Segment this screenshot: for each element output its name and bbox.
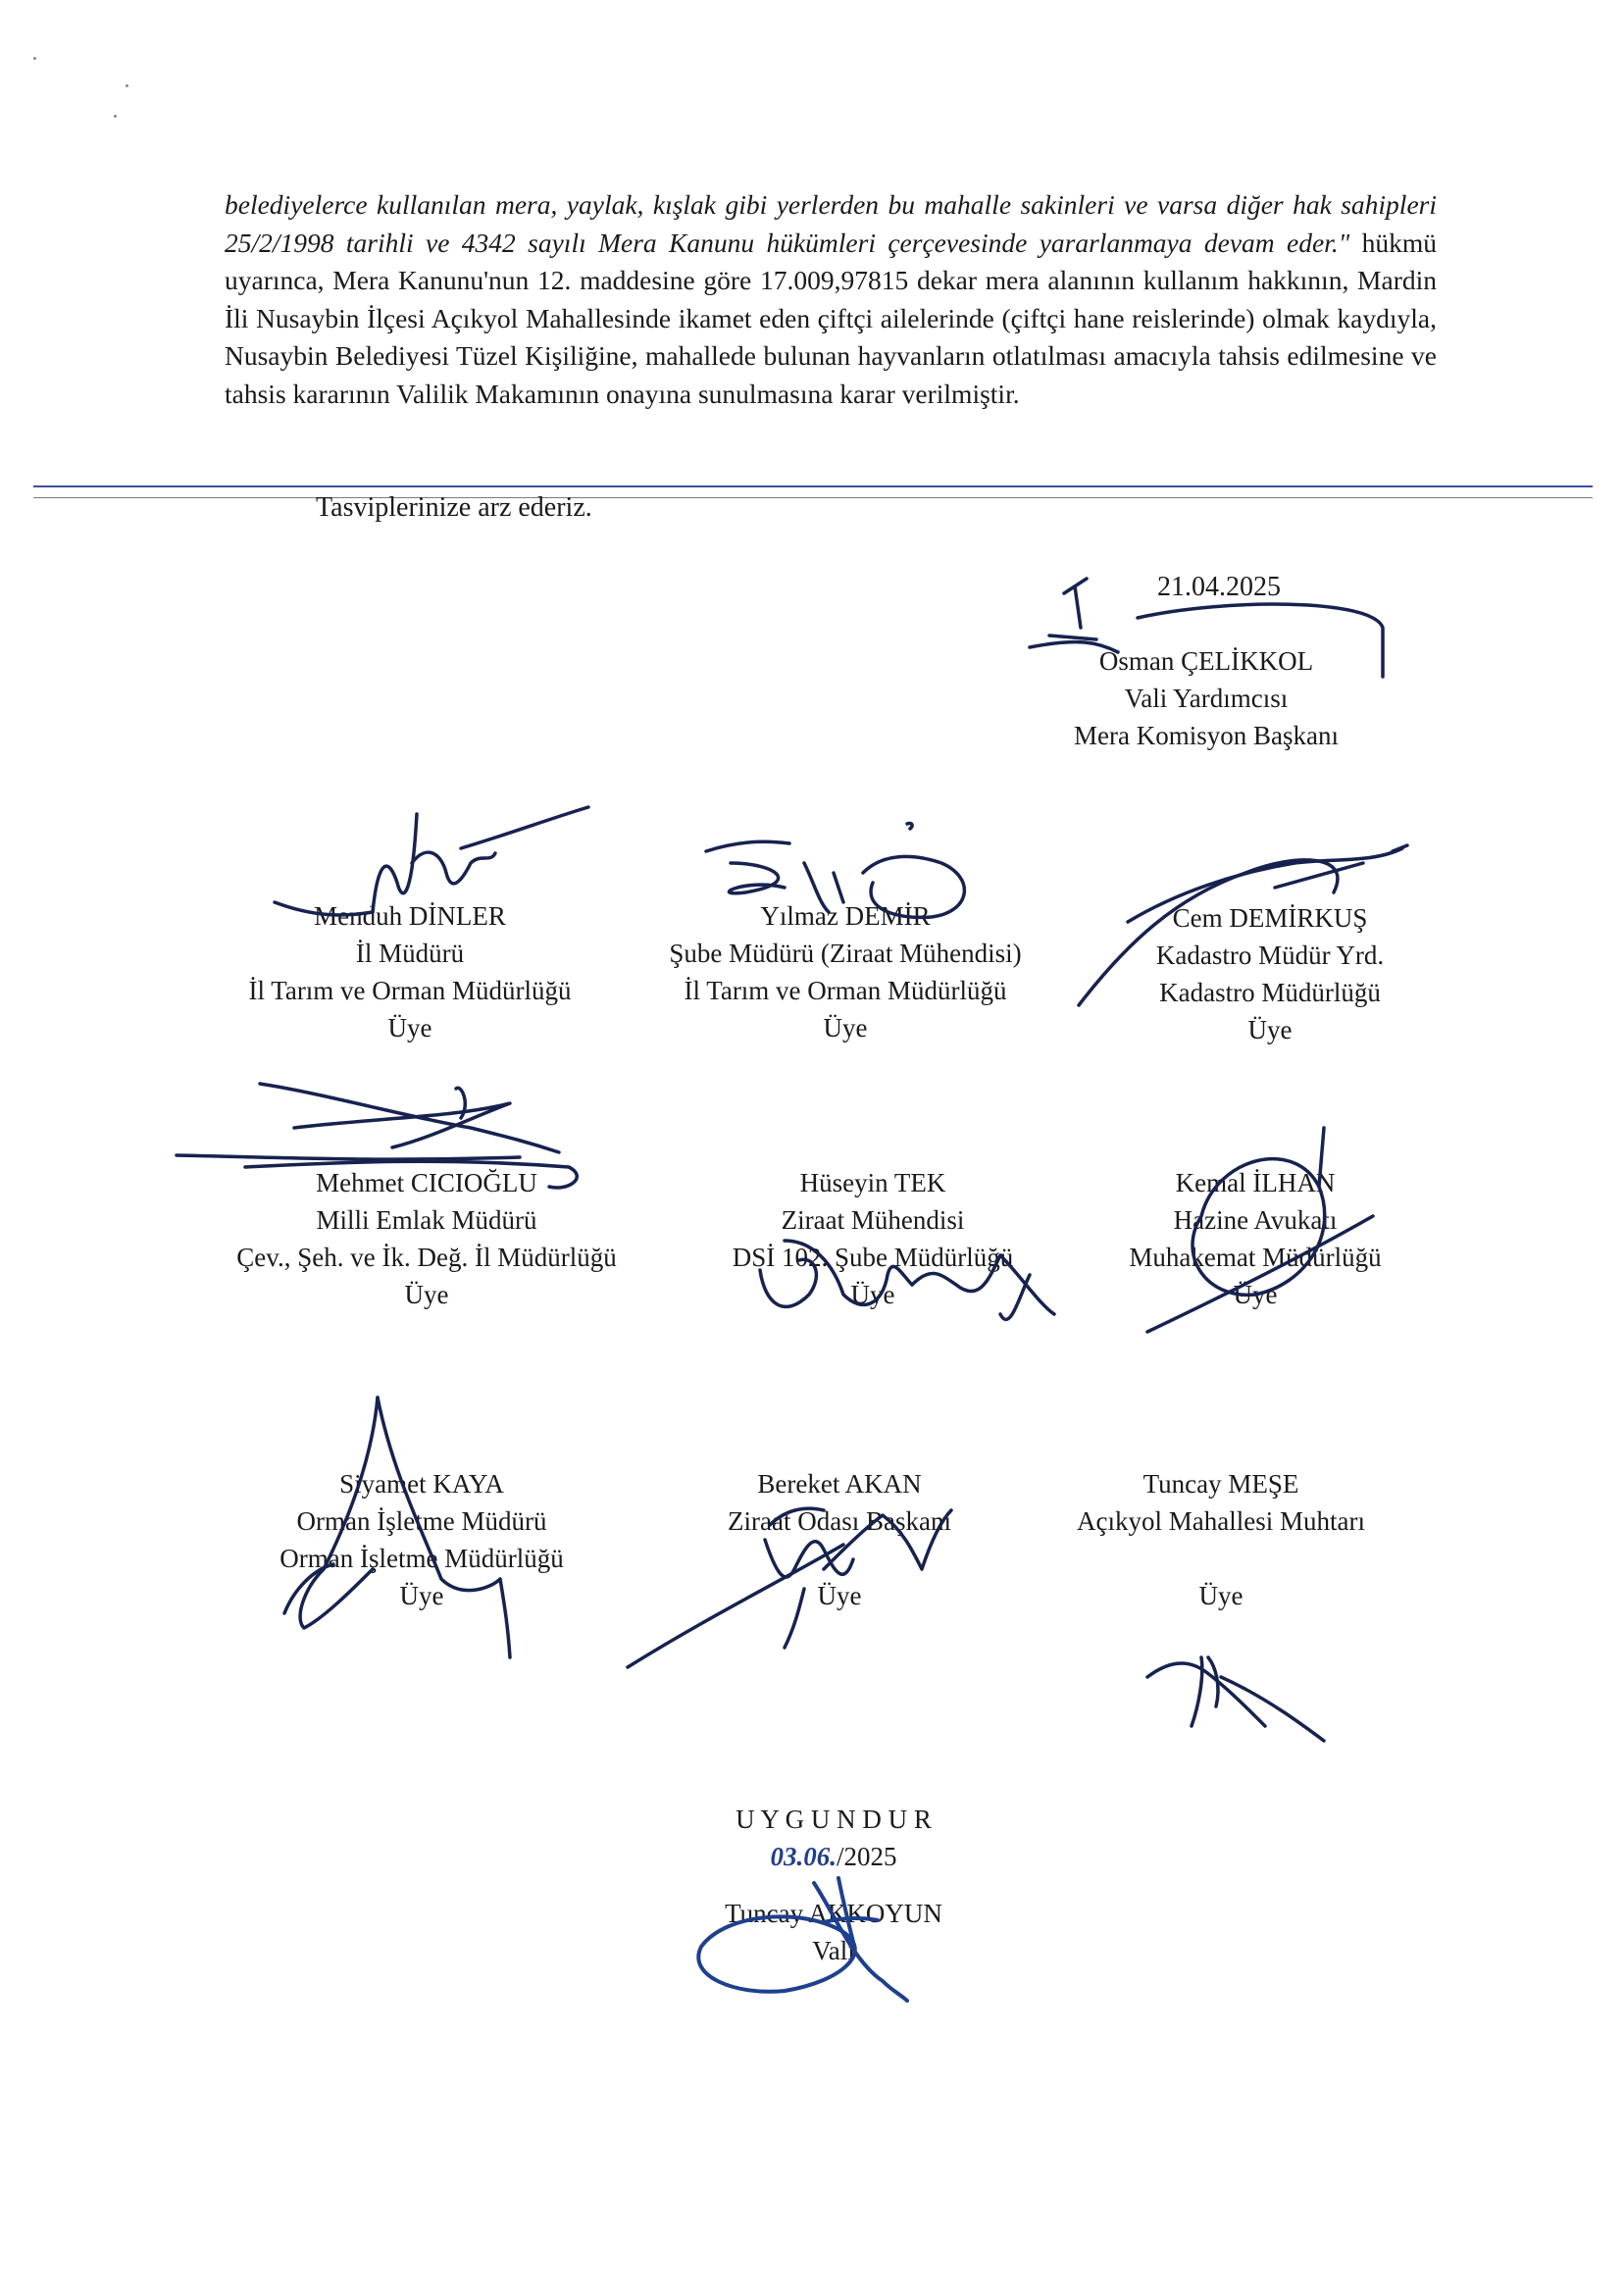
member-org: Muhakemat Müdürlüğü: [1129, 1243, 1382, 1272]
chair-date: 21.04.2025: [1157, 572, 1281, 602]
chair-title: Vali Yardımcısı: [1124, 684, 1289, 713]
member-role: Üye: [1198, 1581, 1243, 1610]
member-signature-block: [1030, 1465, 1412, 1614]
approval-name: Tuncay AKKOYUN: [725, 1899, 942, 1928]
chair-name: Osman ÇELİKKOL: [1098, 646, 1314, 676]
approval-date: [637, 1838, 1030, 1875]
member-org: Orman İşletme Müdürlüğü: [279, 1544, 564, 1573]
member-signature-block: [226, 1465, 618, 1614]
member-title: Ziraat Odası Başkanı: [728, 1506, 951, 1536]
member-role: Üye: [404, 1280, 449, 1309]
approval-title: Vali: [812, 1936, 855, 1965]
member-title: Milli Emlak Müdürü: [316, 1205, 537, 1235]
decision-text: hükmü uyarınca, Mera Kanunu'nun 12. maddesine göre 17.009,97815 dekar mera alanının kullanım hakkının, Mardin İli Nusaybin İlçesi Açıkyol Mahallesinde ikamet eden çiftçi ailelerinde (çiftçi hane reislerinde) olmak kaydıyla, Nusaybin Belediyesi Tüzel Kişiliğine, mahallede bulunan hayvanların otlatılması amacıyla tahsis edilmesine ve tahsis kararının Valilik Makamının onayına sunulmasına karar verilmiştir.: [225, 227, 1438, 409]
member-title: Açıkyol Mahallesi Muhtarı: [1077, 1506, 1365, 1536]
member-org: Kadastro Müdürlüğü: [1159, 978, 1381, 1007]
decision-paragraph: [225, 186, 1437, 413]
member-title: Kadastro Müdür Yrd.: [1155, 941, 1385, 970]
member-role: Üye: [823, 1013, 868, 1043]
member-role: Üye: [817, 1581, 862, 1610]
closing-line: Tasviplerinize arz ederiz.: [316, 492, 592, 523]
member-signature-block: [1089, 1164, 1422, 1313]
member-title: Ziraat Mühendisi: [781, 1205, 965, 1235]
member-org: İl Tarım ve Orman Müdürlüğü: [248, 976, 572, 1005]
member-signature-block: [639, 897, 1051, 1046]
member-org: Çev., Şeh. ve İk. Değ. İl Müdürlüğü: [236, 1243, 617, 1272]
member-name: Hüseyin TEK: [799, 1168, 946, 1197]
scan-speck: [33, 57, 36, 60]
member-name: Kemal İLHAN: [1175, 1168, 1336, 1197]
quoted-clause: belediyelerce kullanılan mera, yaylak, kışlak gibi yerlerden bu mahalle sakinleri ve varsa diğer hak sahipleri 25/2/1998 tarihli ve 4342 sayılı Mera Kanunu hükümleri çerçevesinde yararlanmaya devam eder.": [225, 189, 1437, 258]
member-name: Siyamet KAYA: [339, 1469, 504, 1499]
divider-line: [33, 497, 1593, 498]
member-signature-block: [663, 1465, 1016, 1614]
approval-date-handwritten: 03.06.: [770, 1842, 837, 1871]
member-name: Tuncay MEŞE: [1142, 1469, 1299, 1499]
member-name: Bereket AKAN: [757, 1469, 922, 1499]
member-org: İl Tarım ve Orman Müdürlüğü: [684, 976, 1007, 1005]
member-role: Üye: [399, 1581, 444, 1610]
scan-speck: [126, 84, 128, 87]
member-org: DSİ 102. Şube Müdürlüğü: [732, 1243, 1014, 1272]
member-role: Üye: [1233, 1280, 1278, 1309]
member-signature-block: [1089, 899, 1451, 1048]
member-title: Şube Müdürü (Ziraat Mühendisi): [669, 939, 1022, 968]
member-signature-block: [214, 897, 606, 1046]
approval-heading: U Y G U N D U R: [736, 1805, 932, 1834]
member-role: Üye: [1247, 1015, 1293, 1044]
member-signature-block: [196, 1164, 657, 1313]
chair-role: Mera Komisyon Başkanı: [1074, 721, 1339, 750]
member-name: Cem DEMİRKUŞ: [1172, 903, 1368, 933]
divider-line: [33, 485, 1593, 487]
member-name: Mehmet CICIOĞLU: [316, 1168, 537, 1197]
member-title: İl Müdürü: [355, 939, 465, 968]
scan-speck: [114, 115, 117, 118]
member-signature-block: [686, 1164, 1059, 1313]
member-signature-mese: [1147, 1657, 1324, 1741]
member-name: Yılmaz DEMİR: [760, 901, 931, 931]
member-name: Menduh DİNLER: [314, 901, 506, 931]
member-title: Orman İşletme Müdürü: [296, 1506, 547, 1536]
approval-block: [637, 1801, 1030, 1969]
chair-signature-block: [1059, 642, 1353, 754]
member-title: Hazine Avukatı: [1173, 1205, 1338, 1235]
member-role: Üye: [387, 1013, 432, 1043]
approval-date-year: /2025: [836, 1842, 897, 1871]
member-role: Üye: [850, 1280, 895, 1309]
